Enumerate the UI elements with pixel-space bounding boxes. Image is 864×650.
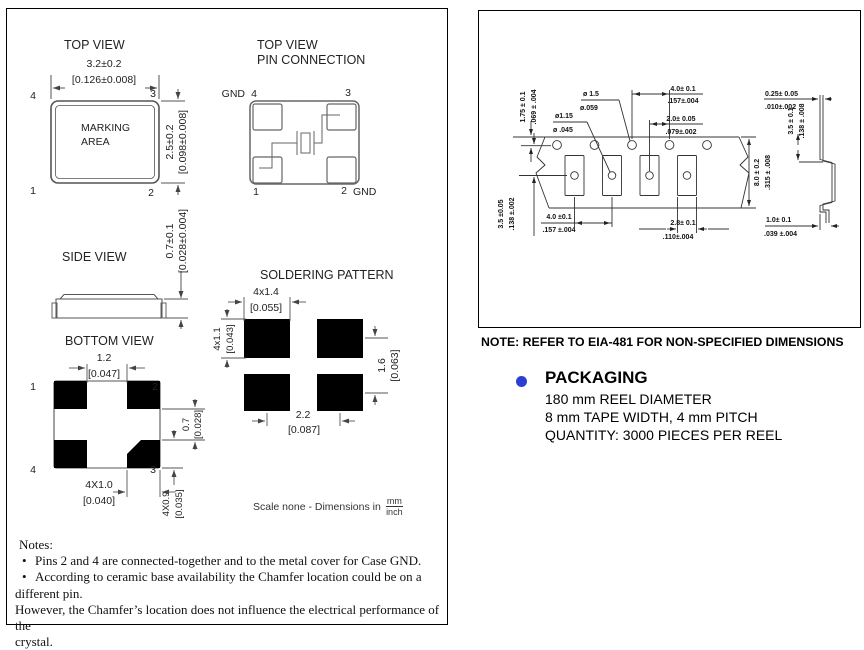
packaging-title: PACKAGING: [545, 368, 648, 387]
bottom-view: [30, 334, 205, 519]
dim-0_7-inch: [0.028]: [193, 409, 204, 440]
notes-title: Notes:: [19, 537, 53, 552]
dim-4x1_1-mm: 4x1.1: [212, 327, 223, 351]
tape-break-left: [536, 137, 549, 208]
bullet-icon: •: [22, 553, 27, 569]
side-view-title: SIDE VIEW: [62, 250, 127, 264]
dim-o1_5-inch: ø.059: [580, 105, 598, 112]
pin-connection-view: [222, 38, 377, 198]
dim-3_5-mm: 3.5 ±0.05: [498, 199, 505, 229]
pin-connection-title2: PIN CONNECTION: [257, 53, 366, 67]
soldering-pattern-title: SOLDERING PATTERN: [260, 268, 394, 282]
dim-4x1_4-inch: [0.055]: [249, 302, 283, 314]
dim-foot-offset: [764, 214, 839, 238]
pin-label-1: 1: [253, 186, 259, 198]
top-view-title: TOP VIEW: [64, 38, 125, 52]
note-item-2: [15, 569, 440, 601]
dim-o1_15-mm: ø1.15: [555, 113, 573, 120]
dim-3_5-depth-mm: 3.5 ± 0.1: [788, 107, 795, 135]
dim-3_5-depth-inch: .138 ± .008: [799, 103, 806, 139]
dim-pocket-width: [639, 197, 729, 241]
bottom-view-title: BOTTOM VIEW: [65, 334, 154, 348]
packaging-details: [545, 390, 782, 444]
scale-note-text: Scale none - Dimensions in: [253, 500, 381, 513]
note-continuation-1: However, the Chamfer’s location does not influence the electrical performance of the: [15, 601, 440, 634]
dim-1_6-inch: [0.063]: [389, 349, 401, 382]
dim-1_2-mm: 1.2: [96, 352, 112, 364]
dim-edge-to-hole: [513, 89, 551, 162]
pin-label-2: 2: [148, 187, 154, 199]
dim-2_0-inch: .079±.002: [665, 129, 697, 136]
dim-2_0-mm: 2.0± 0.05: [666, 116, 696, 123]
pin-label-4: 4: [251, 88, 257, 100]
dim-solder-pad-height: [212, 309, 246, 368]
dim-4x1_4-mm: 4x1.4: [253, 286, 279, 298]
note-continuation-2: crystal.: [15, 634, 53, 650]
dim-row-gap: [162, 399, 205, 450]
dim-4_0-bottom-inch: .157 ±.004: [542, 227, 576, 234]
marking-area-line1: MARKING: [81, 122, 131, 134]
dim-0_25-mm: 0.25± 0.05: [765, 91, 799, 98]
dim-thickness-inch: [0.028±0.004]: [177, 208, 189, 274]
dim-0_25-inch: .010±.002: [765, 104, 797, 111]
scale-note: [253, 496, 403, 517]
solder-pads: [244, 319, 363, 411]
packaging-reel-diameter: 180 mm REEL DIAMETER: [545, 391, 712, 407]
dim-vertical-pitch: [365, 326, 401, 405]
tape-break-right: [739, 137, 749, 208]
tape-cross-section: [820, 131, 835, 223]
pin-label-4: 4: [30, 464, 36, 476]
note-item-1-text: Pins 2 and 4 are connected-together and to the metal cover for Case GND.: [35, 553, 422, 569]
dim-pocket-depth: [788, 103, 823, 162]
dim-thickness-mm: 0.7±0.1: [164, 223, 176, 259]
dim-4x0_9-inch: [0.035]: [174, 489, 185, 519]
dim-solder-pad-width: [228, 286, 306, 321]
dim-2_2-mm: 2.2: [295, 409, 311, 421]
dim-3_5-inch: .138 ±.002: [509, 197, 516, 231]
bullet-icon: [516, 376, 527, 387]
dim-tape-width: [741, 137, 772, 208]
pin-label-1: 1: [30, 185, 36, 197]
soldering-pattern: [212, 268, 401, 436]
package-drawing-panel: [6, 8, 448, 650]
mm-inch-fraction: [386, 496, 403, 517]
dim-pad-gap-top: [69, 352, 145, 383]
dim-4_0-bottom-mm: 4.0 ±0.1: [546, 214, 572, 221]
package-drawing: [7, 9, 446, 529]
dim-hole-to-pocket-offset: [650, 116, 704, 171]
dim-height-inch: [0.098±0.008]: [177, 109, 189, 175]
dim-4x1_0-mm: 4X1.0: [85, 479, 113, 491]
dim-4x0_9-mm: 4X0.9: [161, 491, 172, 517]
packaging-quantity: QUANTITY: 3000 PIECES PER REEL: [545, 427, 783, 443]
dim-2_8-inch: .110±.004: [662, 234, 694, 241]
dim-2_2-inch: [0.087]: [287, 424, 321, 436]
dim-1_0-mm: 1.0± 0.1: [766, 217, 792, 224]
dim-height-mm: 2.5±0.2: [164, 124, 176, 160]
note-item-1: [15, 553, 440, 569]
dim-8_0-inch: .315 ± .008: [765, 155, 772, 190]
packaging-tape-width: 8 mm TAPE WIDTH, 4 mm PITCH: [545, 409, 758, 425]
dim-o1_5-mm: ø 1.5: [583, 91, 599, 98]
pin-label-1: 1: [30, 381, 36, 393]
dim-4_0-top-inch: .157±.004: [667, 98, 699, 105]
eia-note: NOTE: REFER TO EIA-481 FOR NON-SPECIFIED DIMENSIONS: [481, 335, 844, 349]
pin-label-3: 3: [150, 88, 156, 100]
pin-label-4: 4: [30, 90, 36, 102]
dim-4x1_0-inch: [0.040]: [82, 495, 116, 507]
crystal-symbol: [259, 115, 340, 168]
dim-width-inch: [0.126±0.008]: [71, 74, 137, 86]
dim-1_75-mm: 1.75 ± 0.1: [520, 91, 527, 123]
dim-1_0-inch: .039 ±.004: [764, 231, 798, 238]
notes-block: [15, 537, 440, 650]
side-view: [52, 209, 189, 329]
dim-1_6-mm: 1.6: [376, 358, 388, 373]
dim-pad-height: [161, 430, 185, 519]
dim-0_7-mm: 0.7: [181, 417, 192, 432]
pin-label-3: 3: [150, 464, 156, 476]
pin-label-2: 2: [152, 381, 158, 393]
marking-area-line2: AREA: [81, 136, 110, 148]
dim-o1_15-inch: ø .045: [553, 127, 573, 134]
unit-mm: mm: [386, 496, 402, 506]
gnd-label-bottom: GND: [353, 186, 377, 198]
sprocket-holes: [553, 141, 712, 150]
top-view: [30, 38, 189, 199]
bottom-pads: [54, 381, 160, 468]
tape-reel-panel: [478, 10, 861, 328]
dim-pocket-pitch: [541, 197, 612, 234]
bullet-icon: •: [22, 569, 27, 585]
dim-2_8-mm: 2.8± 0.1: [670, 220, 696, 227]
dim-horizontal-pitch: [252, 409, 355, 436]
pin-connection-title1: TOP VIEW: [257, 38, 318, 52]
dim-8_0-mm: 8.0 ± 0.2: [754, 158, 761, 187]
tape-drawing: [479, 11, 859, 326]
dim-4_0-top-mm: 4.0± 0.1: [670, 86, 696, 93]
carrier-tape: [536, 137, 749, 208]
dim-1_2-inch: [0.047]: [87, 368, 121, 380]
dim-width-mm: 3.2±0.2: [86, 58, 122, 70]
gnd-label-top: GND: [221, 88, 245, 100]
dim-4x1_1-inch: [0.043]: [225, 324, 236, 354]
dim-sprocket-hole-dia: [580, 91, 630, 141]
note-item-2-text: According to ceramic base availability the Chamfer location could be on a different pin.: [15, 569, 422, 601]
dim-tape-thickness: [764, 91, 832, 131]
dim-1_75-inch: .069 ± .004: [531, 89, 538, 125]
dim-pocket-hole-dia: [553, 113, 610, 172]
component-pockets: [565, 156, 697, 196]
unit-inch: inch: [386, 507, 403, 517]
pin-label-3: 3: [345, 87, 351, 99]
pin-label-2: 2: [341, 185, 347, 197]
